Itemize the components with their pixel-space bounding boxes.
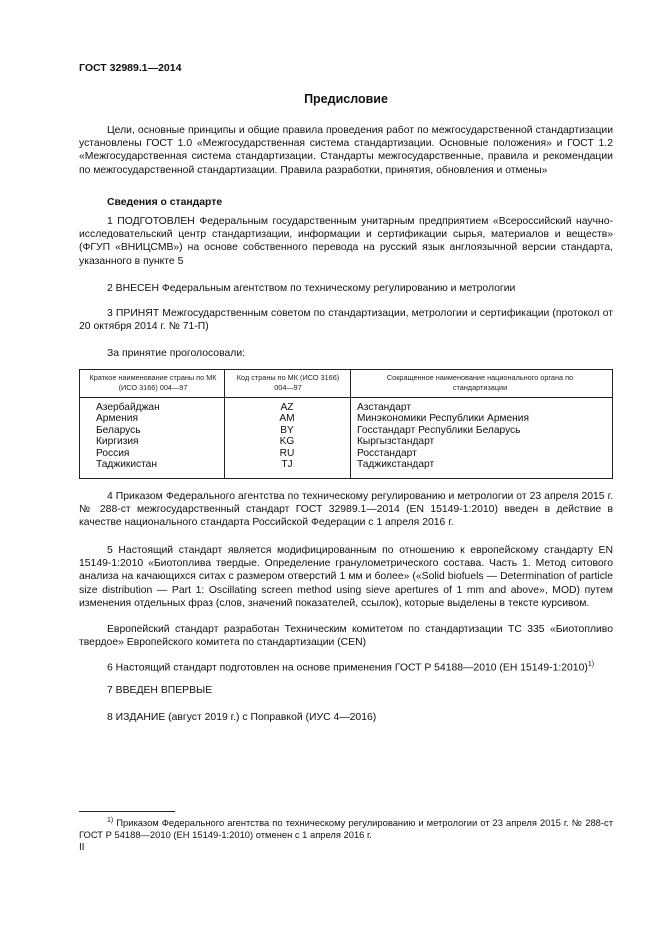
page-title: Предисловие (304, 92, 388, 106)
item-2: 2 ВНЕСЕН Федеральным агентством по техническому регулированию и метрологии (107, 283, 516, 294)
voted-label: За принятие проголосовали: (107, 348, 246, 359)
table-cell: Таджикстандарт (357, 458, 435, 470)
item-1: 1 ПОДГОТОВЛЕН Федеральным государственным унитарным предприятием «Всероссийский научно-исследовательский центр стандартизации, информации и сертификации сырья, материалов и веществ» (ФГУП «ВНИЦСМВ») на основе собственного перевода на русский язык англоязычной версии стандарта, указанного в пункте 5 (79, 216, 613, 267)
table-divider (350, 370, 351, 478)
table-cell: KG (279, 436, 295, 448)
header-code: Код страны по МК (ИСО 3166) 004—97 (236, 373, 340, 392)
footnote (79, 815, 613, 841)
table-cell: AM (279, 413, 295, 425)
table-cell: TJ (281, 458, 293, 470)
table-cell: Армения (96, 413, 138, 425)
section-title: Сведения о стандарте (107, 197, 223, 208)
table-cell: Кыргызстандарт (357, 436, 435, 448)
voting-table (79, 369, 613, 479)
document-number: ГОСТ 32989.1—2014 (79, 62, 182, 74)
item-6-text: 6 Настоящий стандарт подготовлен на основе применения ГОСТ Р 54188—2010 (ЕН 15149-1:2010) (107, 662, 588, 674)
header-country: Краткое наименование страны по МК (ИСО 3166) 004—97 (89, 373, 217, 392)
table-cell: AZ (280, 402, 294, 413)
table-cell: Таджикистан (96, 458, 157, 470)
page-number: II (79, 842, 85, 853)
intro-paragraph: Цели, основные принципы и общие правила проведения работ по межгосударственной стандартизации установлены ГОСТ 1.0 «Межгосударственная система стандартизации. Основные положения» и ГОСТ 1.2 «Межгосударственная система стандартизации. Стандарты межгосударственные, правила и рекомендации по межгосударственной стандартизации. Правила разработки, принятия, обновления и отмены» (79, 125, 613, 176)
item-5-continuation: Европейский стандарт разработан Техническим комитетом по стандартизации ТС 335 «Биотопливо твердое» Европейского комитета по стандартизации (CEN) (79, 624, 613, 649)
code-column (224, 402, 350, 470)
table-cell: BY (280, 424, 294, 436)
item-7: 7 ВВЕДЕН ВПЕРВЫЕ (107, 685, 213, 696)
table-cell: Росстандарт (357, 447, 417, 459)
footnote-marker: 1) (107, 817, 114, 824)
body-column (357, 402, 529, 470)
item-8: 8 ИЗДАНИЕ (август 2019 г.) с Поправкой (ИУС 4—2016) (107, 712, 377, 723)
footnote-separator (79, 811, 175, 812)
country-column (96, 402, 160, 470)
item-3: 3 ПРИНЯТ Межгосударственным советом по стандартизации, метрологии и сертификации (протокол от 20 октября 2014 г. № 71-П) (79, 308, 613, 333)
table-cell: Минэкономики Республики Армения (357, 413, 529, 425)
footnote-ref: 1) (587, 661, 595, 668)
table-cell: Госстандарт Республики Беларусь (357, 424, 521, 436)
table-cell: Азстандарт (357, 402, 412, 413)
item-6 (79, 658, 613, 675)
item-5: 5 Настоящий стандарт является модифицированным по отношению к европейскому стандарту EN 15149-1:2010 «Биотоплива твердые. Определение гранулометрического состава. Часть 1. Метод ситового анализа на качающихся ситах с размером отверстий 1 мм и более» («Solid biofuels — Determination of particle size distribution — Part 1: Oscillating screen method using sieve apertures of 1 mm and above», MOD) путем изменения отдельных фраз (слов, значений показателей, ссылок), которые выделены в тексте курсивом. (79, 545, 613, 609)
footnote-text: Приказом Федерального агентства по техническому регулированию и метрологии от 23 апреля 2015 г. № 288-ст ГОСТ Р 54188—2010 (ЕН 15149-1:2010) отменен с 1 апреля 2016 г. (79, 817, 614, 841)
table-cell: Беларусь (96, 424, 141, 436)
header-body: Сокращенное наименование национального органа по стандартизации (386, 373, 574, 392)
table-cell: Киргизия (96, 436, 139, 448)
table-cell: Азербайджан (96, 402, 160, 413)
item-4: 4 Приказом Федерального агентства по техническому регулированию и метрологии от 23 апреля 2015 г. № 288-ст межгосударственный стандарт ГОСТ 32989.1—2014 (EN 15149-1:2010) введен в действие в качестве национального стандарта Российской Федерации с 1 апреля 2016 г. (79, 491, 613, 529)
table-cell: Россия (96, 447, 130, 459)
table-cell: RU (279, 447, 295, 459)
